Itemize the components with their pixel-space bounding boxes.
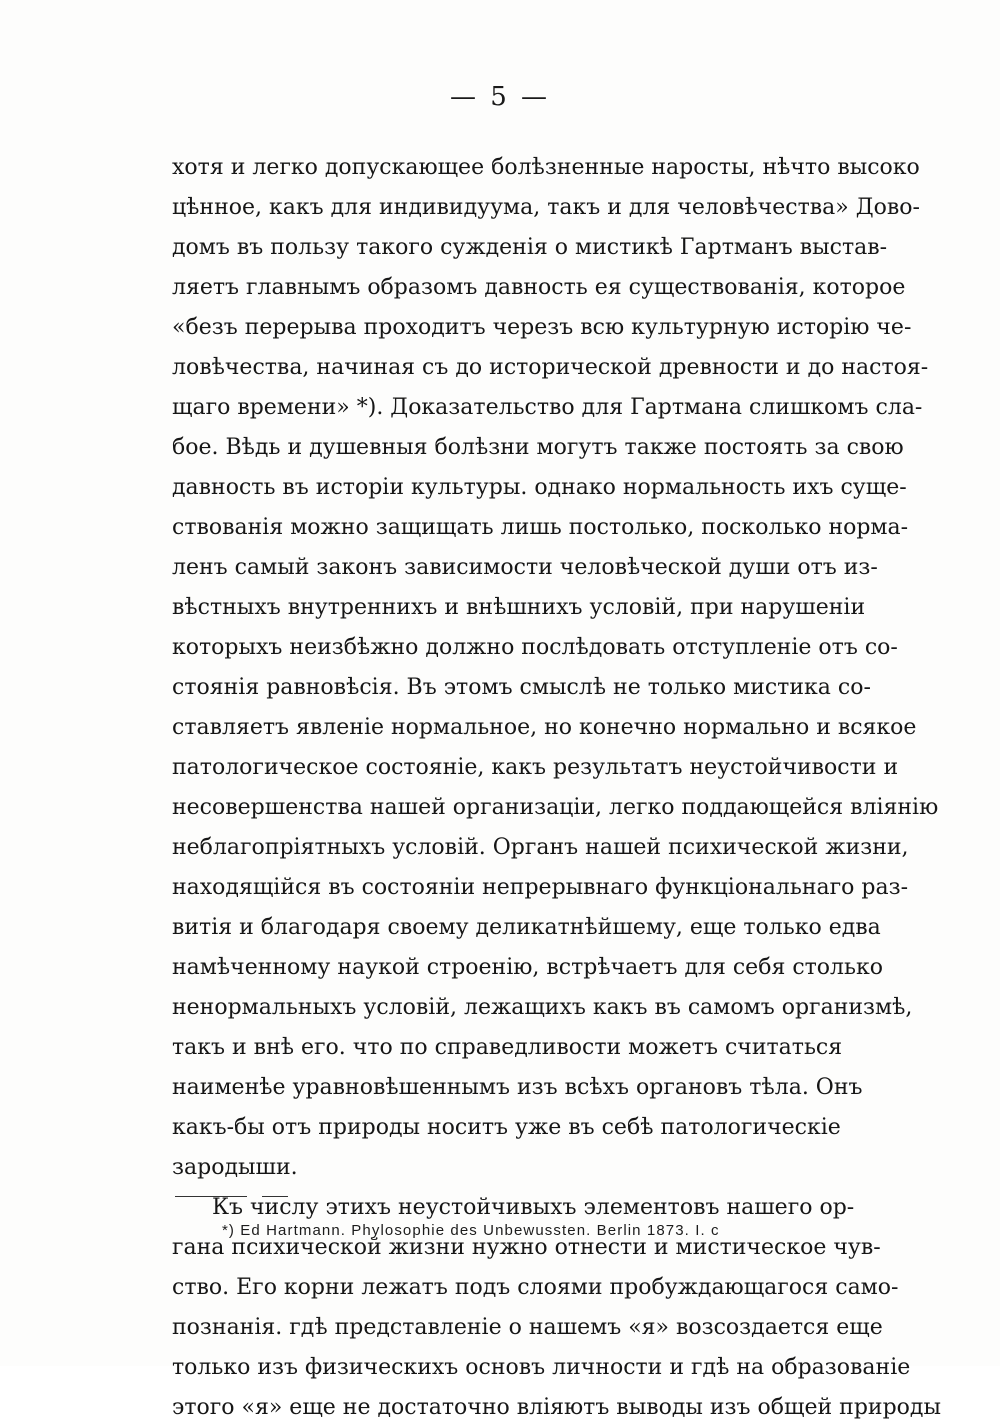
text-line: витія и благодаря своему деликатнѣйшему, еще только едва <box>172 915 881 940</box>
text-line: познанія. гдѣ представленіе о нашемъ «я» возсоздается еще <box>172 1315 883 1340</box>
text-line: находящійся въ состояніи непрерывнаго функціональнаго раз- <box>172 875 909 900</box>
text-line: патологическое состояніе, какъ результатъ неустойчивости и <box>172 755 899 780</box>
footnote-divider <box>262 1196 288 1197</box>
text-line: этого «я» еще не достаточно вліяютъ выводы изъ общей природы <box>172 1395 941 1420</box>
text-line: щаго времени» *). Доказательство для Гартмана слишкомъ сла- <box>172 395 923 420</box>
footnote: *) Ed Hartmann. Phylosophie des Unbewussten. Berlin 1873. I. c <box>222 1222 720 1239</box>
text-line: ство. Его корни лежатъ подъ слоями пробуждающагося само- <box>172 1275 899 1300</box>
text-line: вѣстныхъ внутреннихъ и внѣшнихъ условій, при нарушеніи <box>172 595 866 620</box>
text-line: хотя и легко допускающее болѣзненные наросты, нѣчто высоко <box>172 155 920 180</box>
text-line: несовершенства нашей организаціи, легко поддающейся вліянію <box>172 795 939 820</box>
text-line: только изъ физическихъ основъ личности и гдѣ на образованіе <box>172 1355 911 1380</box>
text-line: ленъ самый законъ зависимости человѣческой души отъ из- <box>172 555 878 580</box>
text-line: гана психической жизни нужно отнести и мистическое чув- <box>172 1235 881 1260</box>
text-line: стоянія равновѣсія. Въ этомъ смыслѣ не только мистика со- <box>172 675 871 700</box>
text-line: такъ и внѣ его. что по справедливости можетъ считаться <box>172 1035 843 1060</box>
text-line: зародыши. <box>172 1155 298 1180</box>
text-line: ствованія можно защищать лишь постолько, посколько нормa- <box>172 515 909 540</box>
text-line: намѣченному наукой строенію, встрѣчаетъ для себя столько <box>172 955 884 980</box>
text-line: Къ числу этихъ неустойчивыхъ элементовъ нашего ор- <box>212 1195 855 1220</box>
text-line: которыхъ неизбѣжно должно послѣдовать отступленіе отъ со- <box>172 635 898 660</box>
text-line: ненормальныхъ условій, лежащихъ какъ въ самомъ организмѣ, <box>172 995 913 1020</box>
page-number: — 5 — <box>449 82 551 112</box>
text-line: цѣнное, какъ для индивидуума, такъ и для человѣчества» Дово- <box>172 195 920 220</box>
text-line: бое. Вѣдь и душевныя болѣзни могутъ также постоять за свою <box>172 435 904 460</box>
text-line: неблагопріятныхъ условій. Органъ нашей психической жизни, <box>172 835 909 860</box>
text-line: ляетъ главнымъ образомъ давность ея существованія, которое <box>172 275 906 300</box>
footnote-divider <box>175 1196 247 1197</box>
paragraph-1 <box>172 148 939 1188</box>
text-line: наименѣе уравновѣшеннымъ изъ всѣхъ органовъ тѣла. Онъ <box>172 1075 863 1100</box>
text-line: какъ-бы отъ природы носитъ уже въ себѣ патологическіе <box>172 1115 841 1140</box>
text-line: ловѣчества, начиная съ до исторической древности и до настоя- <box>172 355 929 380</box>
text-line: «безъ перерыва проходитъ черезъ всю культурную исторію че- <box>172 315 912 340</box>
text-line: давность въ исторіи культуры. однако нормальность ихъ суще- <box>172 475 907 500</box>
text-line: домъ въ пользу такого сужденія о мистикѣ Гартманъ выстав- <box>172 235 888 260</box>
text-line: ставляетъ явленіе нормальное, но конечно нормально и всякое <box>172 715 917 740</box>
